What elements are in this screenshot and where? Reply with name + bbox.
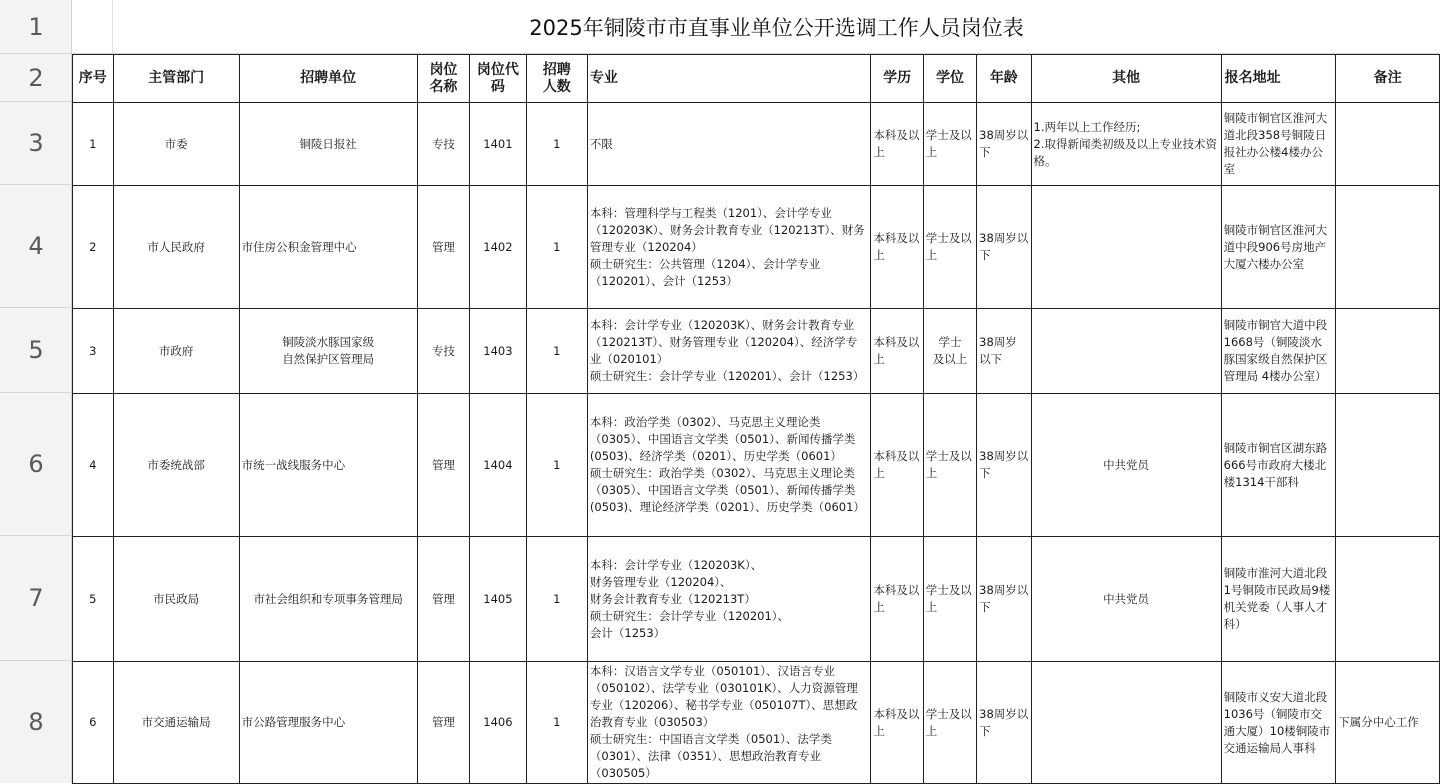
header-age[interactable]: 年龄	[977, 55, 1031, 103]
cell-age[interactable]: 38周岁以下	[977, 103, 1031, 186]
header-address[interactable]: 报名地址	[1221, 55, 1336, 103]
title-blank-cell[interactable]	[72, 0, 113, 54]
cell-degree[interactable]: 学士及以上	[923, 103, 976, 186]
row-number-7[interactable]: 7	[0, 536, 72, 661]
cell-unit[interactable]: 市社会组织和专项事务管理局	[239, 537, 417, 662]
row-number-6[interactable]: 6	[0, 393, 72, 536]
cell-other[interactable]	[1031, 186, 1221, 309]
cell-code[interactable]: 1401	[470, 103, 527, 186]
cell-note[interactable]	[1336, 537, 1440, 662]
header-post[interactable]: 岗位 名称	[417, 55, 469, 103]
cell-other[interactable]	[1031, 309, 1221, 394]
row-number-3[interactable]: 3	[0, 102, 72, 185]
cell-degree[interactable]: 学士及以上	[923, 186, 976, 309]
cell-post[interactable]: 专技	[417, 103, 469, 186]
cell-other[interactable]: 中共党员	[1031, 537, 1221, 662]
cell-other[interactable]	[1031, 662, 1221, 784]
header-seq[interactable]: 序号	[73, 55, 114, 103]
cell-post[interactable]: 专技	[417, 309, 469, 394]
cell-major[interactable]: 本科：汉语言文学专业（050101）、汉语言专业（050102）、法学专业（030101K）、人力资源管理专业（120206）、秘书学专业（050107T）、思想政治教育专业（030503） 硕士研究生：中国语言文学类（0501）、法学类（0301）、法律（0351）、思想政治教育专业（030505）	[587, 662, 871, 784]
header-unit[interactable]: 招聘单位	[239, 55, 417, 103]
cell-age[interactable]: 38周岁以下	[977, 186, 1031, 309]
table-row	[73, 662, 1440, 784]
header-dept[interactable]: 主管部门	[113, 55, 239, 103]
cell-other[interactable]: 1.两年以上工作经历; 2.取得新闻类初级及以上专业技术资格。	[1031, 103, 1221, 186]
row-number-5[interactable]: 5	[0, 308, 72, 393]
cell-edu[interactable]: 本科及以上	[871, 537, 923, 662]
cell-code[interactable]: 1402	[470, 186, 527, 309]
cell-code[interactable]: 1406	[470, 662, 527, 784]
cell-edu[interactable]: 本科及以上	[871, 662, 923, 784]
cell-dept[interactable]: 市政府	[113, 309, 239, 394]
cell-post[interactable]: 管理	[417, 537, 469, 662]
header-code[interactable]: 岗位代码	[470, 55, 527, 103]
cell-unit[interactable]: 市住房公积金管理中心	[239, 186, 417, 309]
row-number-1[interactable]: 1	[0, 0, 72, 54]
cell-count[interactable]: 1	[526, 394, 587, 537]
header-count[interactable]: 招聘 人数	[526, 55, 587, 103]
cell-note[interactable]	[1336, 394, 1440, 537]
cell-count[interactable]: 1	[526, 662, 587, 784]
cell-code[interactable]: 1403	[470, 309, 527, 394]
header-major[interactable]: 专业	[587, 55, 871, 103]
cell-address[interactable]: 铜陵市义安大道北段1036号（铜陵市交通大厦）10楼铜陵市交通运输局人事科	[1221, 662, 1336, 784]
cell-age[interactable]: 38周岁以下	[977, 662, 1031, 784]
table-row	[73, 103, 1440, 186]
cell-major[interactable]: 本科：会计学专业（120203K）、财务会计教育专业（120213T）、财务管理专业（120204）、经济学专业（020101） 硕士研究生：会计学专业（120201）、会计（1253）	[587, 309, 871, 394]
cell-dept[interactable]: 市委统战部	[113, 394, 239, 537]
cell-age[interactable]: 38周岁 以下	[977, 309, 1031, 394]
cell-edu[interactable]: 本科及以上	[871, 309, 923, 394]
row-number-2[interactable]: 2	[0, 54, 72, 102]
cell-seq[interactable]: 1	[73, 103, 114, 186]
cell-dept[interactable]: 市交通运输局	[113, 662, 239, 784]
cell-unit[interactable]: 铜陵日报社	[239, 103, 417, 186]
cell-code[interactable]: 1404	[470, 394, 527, 537]
cell-degree[interactable]: 学士及以上	[923, 662, 976, 784]
cell-seq[interactable]: 4	[73, 394, 114, 537]
header-note[interactable]: 备注	[1336, 55, 1440, 103]
table-row	[73, 186, 1440, 309]
cell-edu[interactable]: 本科及以上	[871, 103, 923, 186]
cell-unit[interactable]: 市公路管理服务中心	[239, 662, 417, 784]
cell-major[interactable]: 本科：管理科学与工程类（1201）、会计学专业（120203K）、财务会计教育专业（120213T）、财务管理专业（120204） 硕士研究生：公共管理（1204）、会计学专业（120201）、会计（1253）	[587, 186, 871, 309]
cell-degree[interactable]: 学士及以上	[923, 394, 976, 537]
cell-address[interactable]: 铜陵市铜官大道中段1668号（铜陵淡水豚国家级自然保护区管理局 4楼办公室）	[1221, 309, 1336, 394]
cell-degree[interactable]: 学士及以上	[923, 537, 976, 662]
cell-dept[interactable]: 市委	[113, 103, 239, 186]
cell-count[interactable]: 1	[526, 309, 587, 394]
table-row	[73, 537, 1440, 662]
cell-post[interactable]: 管理	[417, 394, 469, 537]
row-number-4[interactable]: 4	[0, 185, 72, 308]
cell-major[interactable]: 不限	[587, 103, 871, 186]
cell-post[interactable]: 管理	[417, 662, 469, 784]
title-row	[72, 0, 1440, 54]
cell-major[interactable]: 本科：政治学类（0302）、马克思主义理论类（0305）、中国语言文学类（0501）、新闻传播学类(0503)、经济学类（0201）、历史学类（0601） 硕士研究生：政治学类（0302）、马克思主义理论类（0305）、中国语言文学类（0501）、新闻传播学类(0503)、理论经济学类（0201）、历史学类（0601）	[587, 394, 871, 537]
recruitment-table	[72, 54, 1440, 784]
row-header-column	[0, 0, 72, 783]
cell-seq[interactable]: 5	[73, 537, 114, 662]
cell-address[interactable]: 铜陵市铜官区淮河大道中段906号房地产大厦六楼办公室	[1221, 186, 1336, 309]
cell-unit[interactable]: 市统一战线服务中心	[239, 394, 417, 537]
header-row	[73, 55, 1440, 103]
cell-address[interactable]: 铜陵市铜官区淮河大道北段358号铜陵日报社办公楼4楼办公室	[1221, 103, 1336, 186]
cell-age[interactable]: 38周岁以下	[977, 537, 1031, 662]
row-number-8[interactable]: 8	[28, 708, 44, 736]
cell-note[interactable]	[1336, 103, 1440, 186]
cell-post[interactable]: 管理	[417, 186, 469, 309]
cell-dept[interactable]: 市民政局	[113, 537, 239, 662]
sheet-title[interactable]: 2025年铜陵市市直事业单位公开选调工作人员岗位表	[529, 16, 1024, 40]
cell-note[interactable]: 下属分中心工作	[1336, 662, 1440, 784]
cell-edu[interactable]: 本科及以上	[871, 394, 923, 537]
cell-dept[interactable]: 市人民政府	[113, 186, 239, 309]
cell-unit[interactable]: 铜陵淡水豚国家级 自然保护区管理局	[239, 309, 417, 394]
cell-age[interactable]: 38周岁以下	[977, 394, 1031, 537]
table-row	[73, 309, 1440, 394]
cell-count[interactable]: 1	[526, 103, 587, 186]
cell-address[interactable]: 铜陵市铜官区湖东路666号市政府大楼北楼1314干部科	[1221, 394, 1336, 537]
header-edu[interactable]: 学历	[871, 55, 923, 103]
cell-note[interactable]	[1336, 186, 1440, 309]
cell-note[interactable]	[1336, 309, 1440, 394]
cell-degree[interactable]: 学士 及以上	[923, 309, 976, 394]
table-row	[73, 394, 1440, 537]
cell-seq[interactable]: 6	[73, 662, 114, 784]
cell-major[interactable]: 本科：会计学专业（120203K）、 财务管理专业（120204）、 财务会计教育专业（120213T） 硕士研究生：会计学专业（120201）、 会计（1253）	[587, 537, 871, 662]
header-other[interactable]: 其他	[1031, 55, 1221, 103]
cell-other[interactable]: 中共党员	[1031, 394, 1221, 537]
cell-edu[interactable]: 本科及以上	[871, 186, 923, 309]
cell-seq[interactable]: 2	[73, 186, 114, 309]
header-degree[interactable]: 学位	[923, 55, 976, 103]
cell-count[interactable]: 1	[526, 537, 587, 662]
cell-seq[interactable]: 3	[73, 309, 114, 394]
cell-count[interactable]: 1	[526, 186, 587, 309]
cell-code[interactable]: 1405	[470, 537, 527, 662]
cell-address[interactable]: 铜陵市淮河大道北段1号铜陵市民政局9楼机关党委（人事人才科）	[1221, 537, 1336, 662]
